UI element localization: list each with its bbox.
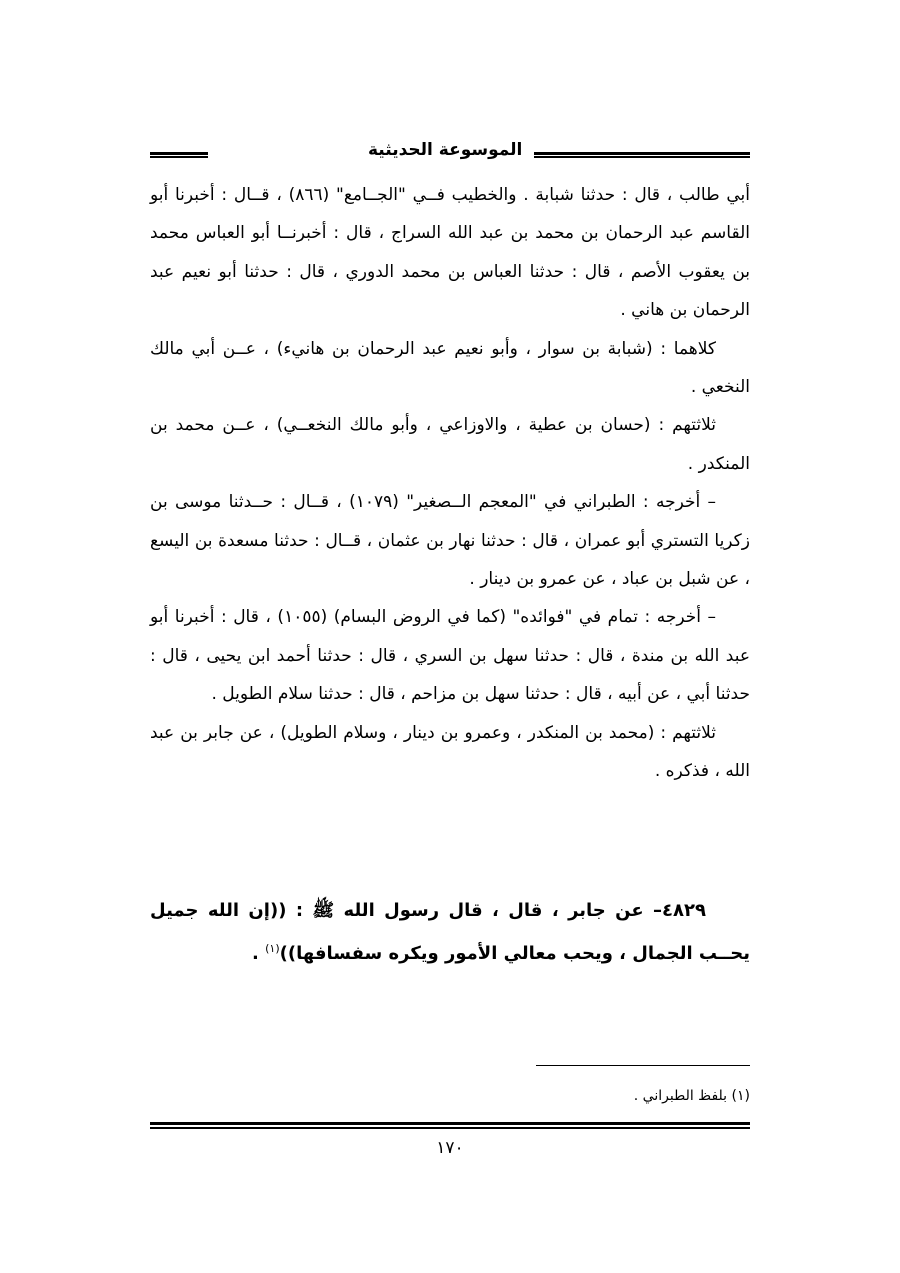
page-number: ١٧٠	[436, 1138, 464, 1158]
paragraph-2: كلاهما : (شبابة بن سوار ، وأبو نعيم عبد الرحمان بن هانيء) ، عــن أبي مالك النخعي .	[150, 338, 750, 398]
paragraph-5: – أخرجه : تمام في "فوائده" (كما في الروض البسام) (١٠٥٥) ، قال : أخبرنا أبو عبد الله بن مندة ، قال : حدثنا سهل بن السري ، قال : حدثنا أحمد ابن يحيى ، قال : حدثنا أبي ، عن أبيه ، قال : حدثنا سهل بن مزاحم ، قال : حدثنا سلام الطويل .	[150, 607, 750, 705]
footer-rule	[150, 1122, 750, 1129]
hadith-end: .	[252, 943, 266, 964]
footnote-marker: (١)	[265, 942, 280, 955]
hadith-text	[150, 892, 750, 973]
paragraph-6: ثلاثتهم : (محمد بن المنكدر ، وعمرو بن دينار ، وسلام الطويل) ، عن جابر بن عبد الله ، فذكره .	[150, 722, 750, 782]
header-rule-right	[534, 152, 750, 158]
hadith-body: ٤٨٢٩– عن جابر ، قال ، قال رسول الله ﷺ : ((إن الله جميل يحــب الجمال ، ويحب معالي الأمور ويكره سفسافها))	[150, 900, 750, 964]
footnote: (١) بلفظ الطبراني .	[633, 1088, 750, 1104]
paragraph-1: أبي طالب ، قال : حدثنا شبابة . والخطيب فــي "الجــامع" (٨٦٦) ، قــال : أخبرنا أبو القاسم عبد الرحمان بن محمد بن عبد الله السراج ، قال : أخبرنــا أبو العباس محمد بن يعقوب الأصم ، قال : حدثنا العباس بن محمد الدوري ، قال : حدثنا أبو نعيم عبد الرحمان بن هاني .	[150, 185, 751, 321]
paragraph-4: – أخرجه : الطبراني في "المعجم الــصغير" (١٠٧٩) ، قــال : حــدثنا موسى بن زكريا التستري أبو عمران ، قال : حدثنا نهار بن عثمان ، قــال : حدثنا مسعدة بن اليسع ، عن شبل بن عباد ، عن عمرو بن دينار .	[150, 492, 750, 590]
paragraph-3: ثلاثتهم : (حسان بن عطية ، والاوزاعي ، وأبو مالك النخعــي) ، عــن محمد بن المنكدر .	[150, 415, 750, 474]
footnote-separator	[536, 1065, 750, 1066]
running-header	[150, 140, 750, 166]
header-rule-left	[150, 152, 208, 158]
main-text	[150, 176, 750, 791]
header-title: الموسوعة الحديثية	[368, 140, 523, 160]
